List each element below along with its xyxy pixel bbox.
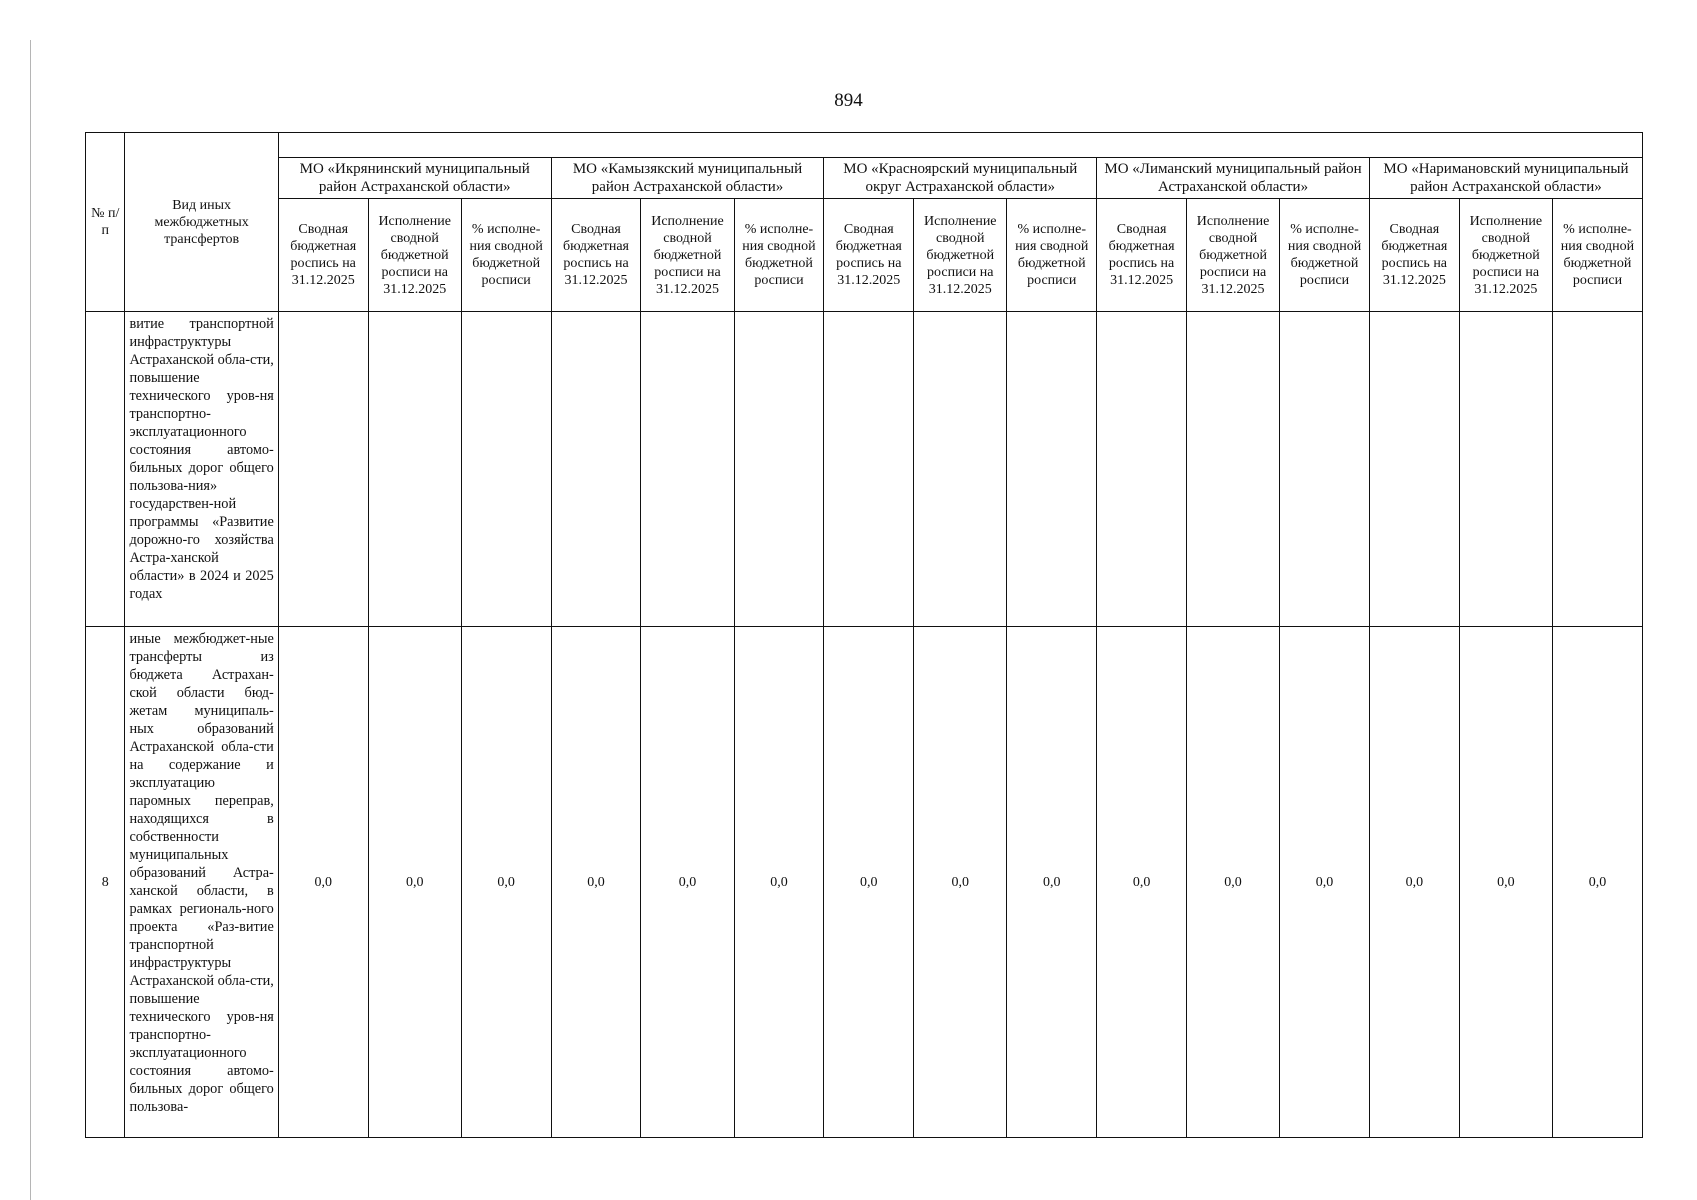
column-subheader: Исполнение сводной бюджетной росписи на 31.12.2025 (641, 199, 734, 312)
municipality-header: МО «Наримановский муниципальный район Астраханской области» (1369, 158, 1642, 199)
municipality-header: МО «Лиманский муниципальный район Астраханской области» (1097, 158, 1370, 199)
page-number: 894 (834, 90, 863, 111)
value-cell: 0,0 (278, 627, 368, 1138)
binding-edge-line (30, 40, 31, 1200)
header-transfer-type: Вид иных межбюджетных трансфертов (125, 133, 278, 312)
value-cell (461, 312, 551, 627)
column-subheader: Исполнение сводной бюджетной росписи на 31.12.2025 (914, 199, 1007, 312)
value-cell (551, 312, 641, 627)
value-cell (1007, 312, 1097, 627)
value-cell: 0,0 (824, 627, 914, 1138)
value-cell (914, 312, 1007, 627)
column-subheader: Исполнение сводной бюджетной росписи на 31.12.2025 (1186, 199, 1279, 312)
column-subheader: % исполне-ния сводной бюджетной росписи (1007, 199, 1097, 312)
column-subheader: Сводная бюджетная роспись на 31.12.2025 (551, 199, 641, 312)
value-cell: 0,0 (1459, 627, 1552, 1138)
value-cell (734, 312, 824, 627)
subheader-row (86, 199, 1643, 312)
row-number: 8 (86, 627, 125, 1138)
municipality-header-row (86, 158, 1643, 199)
column-subheader: Сводная бюджетная роспись на 31.12.2025 (824, 199, 914, 312)
budget-table (85, 132, 1643, 1138)
value-cell (1459, 312, 1552, 627)
table-body (86, 312, 1643, 1138)
column-subheader: % исполне-ния сводной бюджетной росписи (1280, 199, 1370, 312)
transfer-description: витие транспортной инфраструктуры Астраханской обла-сти, повышение технического уров-ня транспортно-эксплуатационного состояния автомо-бильных дорог общего пользова-ния» государствен-ной программы «Развитие дорожно-го хозяйства Астра-ханской области» в 2024 и 2025 годах (125, 312, 278, 627)
value-cell (641, 312, 734, 627)
value-cell: 0,0 (1369, 627, 1459, 1138)
value-cell: 0,0 (368, 627, 461, 1138)
header-num: № п/п (86, 133, 125, 312)
value-cell: 0,0 (1007, 627, 1097, 1138)
column-subheader: % исполне-ния сводной бюджетной росписи (1552, 199, 1642, 312)
value-cell: 0,0 (1186, 627, 1279, 1138)
value-cell: 0,0 (641, 627, 734, 1138)
value-cell: 0,0 (1552, 627, 1642, 1138)
value-cell: 0,0 (1097, 627, 1187, 1138)
column-subheader: Сводная бюджетная роспись на 31.12.2025 (1097, 199, 1187, 312)
value-cell (1280, 312, 1370, 627)
value-cell (278, 312, 368, 627)
column-subheader: % исполне-ния сводной бюджетной росписи (734, 199, 824, 312)
table-row (86, 627, 1643, 1138)
municipality-header: МО «Икрянинский муниципальный район Астраханской области» (278, 158, 551, 199)
value-cell (1186, 312, 1279, 627)
value-cell: 0,0 (551, 627, 641, 1138)
value-cell: 0,0 (734, 627, 824, 1138)
value-cell: 0,0 (914, 627, 1007, 1138)
value-cell (1097, 312, 1187, 627)
value-cell (1369, 312, 1459, 627)
column-subheader: Исполнение сводной бюджетной росписи на 31.12.2025 (1459, 199, 1552, 312)
column-subheader: Сводная бюджетная роспись на 31.12.2025 (1369, 199, 1459, 312)
value-cell: 0,0 (1280, 627, 1370, 1138)
table-row (86, 312, 1643, 627)
value-cell (368, 312, 461, 627)
row-number (86, 312, 125, 627)
value-cell (824, 312, 914, 627)
header-blank-row (278, 133, 1642, 158)
municipality-header: МО «Камызякский муниципальный район Астраханской области» (551, 158, 824, 199)
value-cell (1552, 312, 1642, 627)
column-subheader: Исполнение сводной бюджетной росписи на 31.12.2025 (368, 199, 461, 312)
column-subheader: Сводная бюджетная роспись на 31.12.2025 (278, 199, 368, 312)
column-subheader: % исполне-ния сводной бюджетной росписи (461, 199, 551, 312)
municipality-header: МО «Красноярский муниципальный округ Астраханской области» (824, 158, 1097, 199)
value-cell: 0,0 (461, 627, 551, 1138)
transfer-description: иные межбюджет-ные трансферты из бюджета Астрахан-ской области бюд-жетам муниципаль-ных образований Астраханской обла-сти на содержание и эксплуатацию паромных переправ, находящихся в собственности муниципальных образований Астра-ханской области, в рамках региональ-ного проекта «Раз-витие транспортной инфраструктуры Астраханской обла-сти, повышение технического уров-ня транспортно-эксплуатационного состояния автомо-бильных дорог общего пользова- (125, 627, 278, 1138)
